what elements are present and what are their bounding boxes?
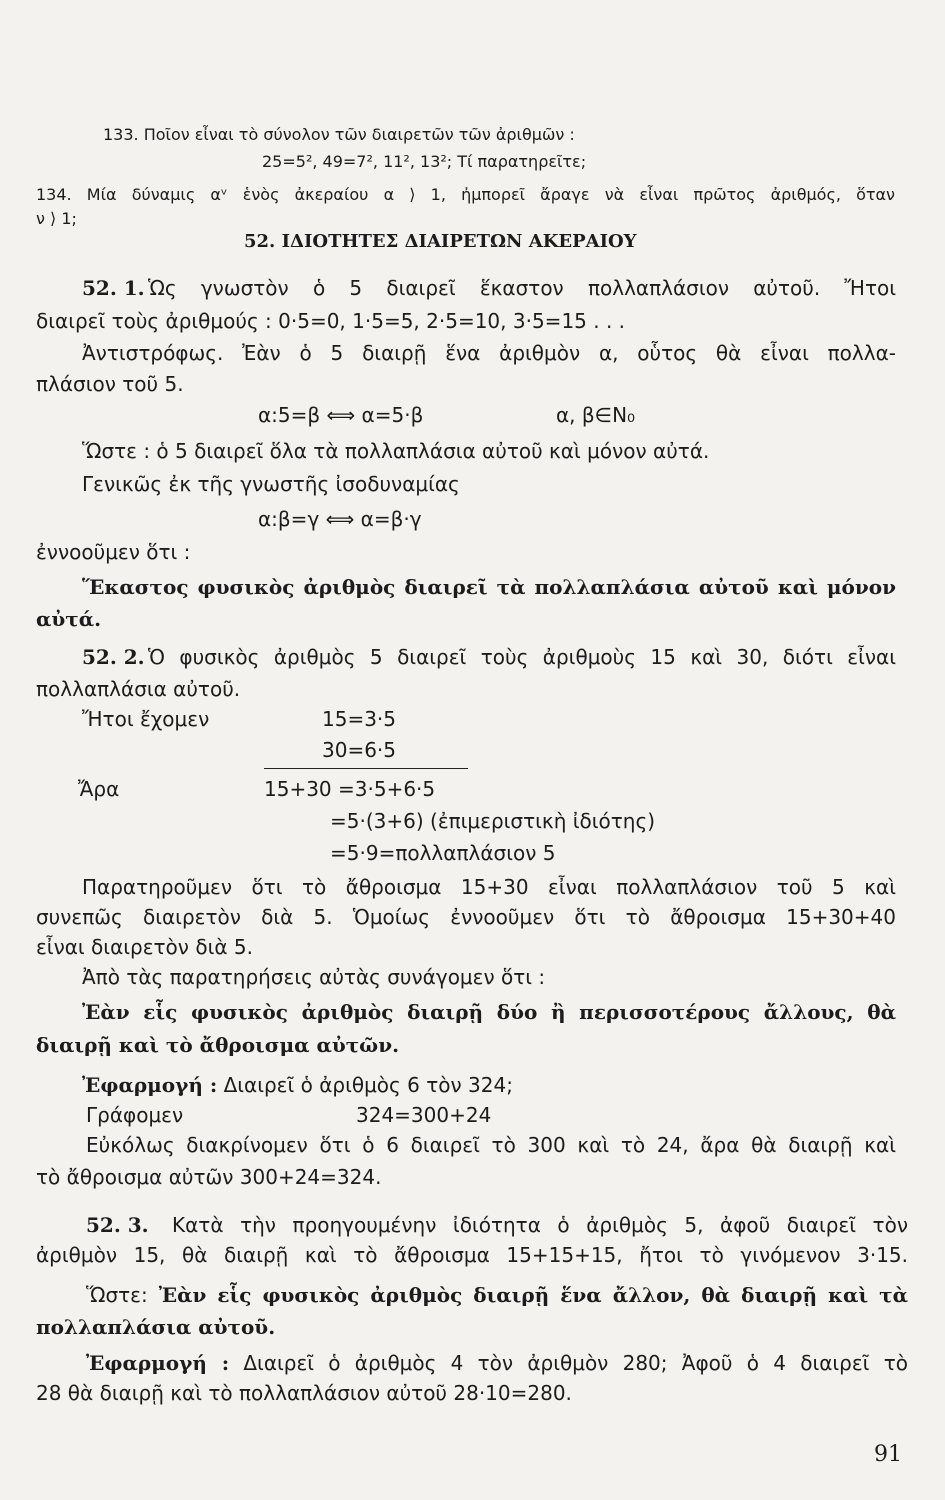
application-2: Ἐφαρμογή : Διαιρεῖ ὁ ἀριθμὸς 4 τὸν ἀριθμὸν 280; Ἀφοῦ ὁ 4 διαιρεῖ τὸ [86, 1351, 908, 1375]
rule-statement-3-line2: πολλαπλάσια αὐτοῦ. [36, 1315, 276, 1339]
exercise-134-line1: 134. Μία δύναμις αᵛ ἑνὸς ἀκεραίου α ⟩ 1, ἠμπορεῖ ἄραγε νὰ εἶναι πρῶτος ἀριθμός, ὅταν [36, 185, 895, 204]
paragraph-52-3-number: 52. 3. [86, 1213, 149, 1237]
equation-324: 324=300+24 [356, 1103, 492, 1127]
paragraph-52-1-line6: Γενικῶς ἐκ τῆς γνωστῆς ἰσοδυναμίας [82, 472, 460, 496]
paragraph-52-1-line1: Ὡς γνωστὸν ὁ 5 διαιρεῖ ἕκαστον πολλαπλάσιον αὐτοῦ. Ἤτοι [148, 276, 896, 300]
paragraph-52-2-line7: Εὐκόλως διακρίνομεν ὅτι ὁ 6 διαιρεῖ τὸ 300 καὶ τὸ 24, ἄρα θὰ διαιρῇ καὶ [86, 1133, 896, 1157]
paragraph-52-1-line2: διαιρεῖ τοὺς ἀριθμούς : 0·5=0, 1·5=5, 2·5=10, 3·5=15 . . . [36, 309, 626, 333]
sum-rule-line [264, 768, 468, 769]
rule-statement-2-line1: Ἐὰν εἷς φυσικὸς ἀριθμὸς διαιρῇ δύο ἢ περισσοτέρους ἄλλους, θὰ [82, 1000, 896, 1024]
exercise-133-line1: 133. Ποῖον εἶναι τὸ σύνολον τῶν διαιρετῶν τῶν ἀριθμῶν : [103, 125, 575, 144]
rule-statement-1-line1: Ἕκαστος φυσικὸς ἀριθμὸς διαιρεῖ τὰ πολλαπλάσια αὐτοῦ καὶ μόνον [82, 575, 896, 599]
paragraph-52-2-line6: Ἀπὸ τὰς παρατηρήσεις αὐτὰς συνάγομεν ὅτι : [82, 965, 546, 989]
equation-sum: 15+30 =3·5+6·5 [264, 777, 436, 801]
paragraph-52-2-line4: συνεπῶς διαιρετὸν διὰ 5. Ὁμοίως ἐννοοῦμεν ὅτι τὸ ἄθροισμα 15+30+40 [36, 905, 896, 929]
paragraph-52-1-line5: Ὥστε : ὁ 5 διαιρεῖ ὅλα τὰ πολλαπλάσια αὐτοῦ καὶ μόνον αὐτά. [82, 439, 710, 463]
equivalence-formula-2: α:β=γ ⟺ α=β·γ [258, 507, 422, 531]
page-number: 91 [874, 1442, 902, 1467]
rule-statement-3-line1: Ὥστε: Ἐὰν εἷς φυσικὸς ἀριθμὸς διαιρῇ ἕνα ἄλλον, θὰ διαιρῇ καὶ τὰ [86, 1283, 908, 1307]
equation-30: 30=6·5 [322, 738, 397, 762]
equivalence-formula-1: α:5=β ⟺ α=5·β [258, 403, 424, 427]
equation-distributive: =5·(3+6) (ἐπιμεριστικὴ ἰδιότης) [330, 809, 655, 833]
rule-statement-2-line2: διαιρῇ καὶ τὸ ἄθροισμα αὐτῶν. [36, 1033, 400, 1057]
paragraph-52-1-line3: Ἀντιστρόφως. Ἐὰν ὁ 5 διαιρῇ ἕνα ἀριθμὸν α, οὗτος θὰ εἶναι πολλα- [82, 341, 896, 365]
label-ito: Ἤτοι ἔχομεν [82, 707, 210, 731]
paragraph-52-2-line1: Ὁ φυσικὸς ἀριθμὸς 5 διαιρεῖ τοὺς ἀριθμοὺς 15 καὶ 30, διότι εἶναι [148, 645, 896, 669]
rule-statement-1-line2: αὐτά. [36, 607, 102, 631]
equation-result: =5·9=πολλαπλάσιον 5 [330, 841, 556, 865]
paragraph-52-2-number: 52. 2. [82, 645, 145, 669]
label-grafomen: Γράφομεν [86, 1103, 184, 1127]
exercise-133-line2: 25=5², 49=7², 11², 13²; Τί παρατηρεῖτε; [262, 152, 587, 171]
paragraph-52-2-line2: πολλαπλάσια αὐτοῦ. [36, 677, 241, 701]
paragraph-52-2-line3: Παρατηροῦμεν ὅτι τὸ ἄθροισμα 15+30 εἶναι πολλαπλάσιον τοῦ 5 καὶ [82, 875, 896, 899]
paragraph-52-3-line3: 28 θὰ διαιρῇ καὶ τὸ πολλαπλάσιον αὐτοῦ 28·10=280. [36, 1381, 572, 1405]
exercise-134-line2: ν ⟩ 1; [36, 209, 77, 228]
equation-15: 15=3·5 [322, 707, 397, 731]
paragraph-52-2-line8: τὸ ἄθροισμα αὐτῶν 300+24=324. [36, 1165, 382, 1189]
paragraph-52-2-line5: εἶναι διαιρετὸν διὰ 5. [36, 935, 253, 959]
paragraph-52-1-number: 52. 1. [82, 276, 145, 300]
domain-formula: α, β∈N₀ [556, 403, 636, 427]
paragraph-52-3-line2: ἀριθμὸν 15, θὰ διαιρῇ καὶ τὸ ἄθροισμα 15+15+15, ἤτοι τὸ γινόμενον 3·15. [36, 1243, 908, 1267]
label-ara: Ἄρα [78, 777, 120, 801]
paragraph-52-1-line7: ἐννοοῦμεν ὅτι : [36, 540, 191, 564]
application-1: Ἐφαρμογή : Διαιρεῖ ὁ ἀριθμὸς 6 τὸν 324; [82, 1073, 513, 1097]
paragraph-52-3-line1: Κατὰ τὴν προηγουμένην ἰδιότητα ὁ ἀριθμὸς 5, ἀφοῦ διαιρεῖ τὸν [172, 1213, 908, 1237]
paragraph-52-1-line4: πλάσιον τοῦ 5. [36, 372, 184, 396]
section-title: 52. ΙΔΙΟΤΗΤΕΣ ΔΙΑΙΡΕΤΩΝ ΑΚΕΡΑΙΟΥ [244, 231, 637, 252]
